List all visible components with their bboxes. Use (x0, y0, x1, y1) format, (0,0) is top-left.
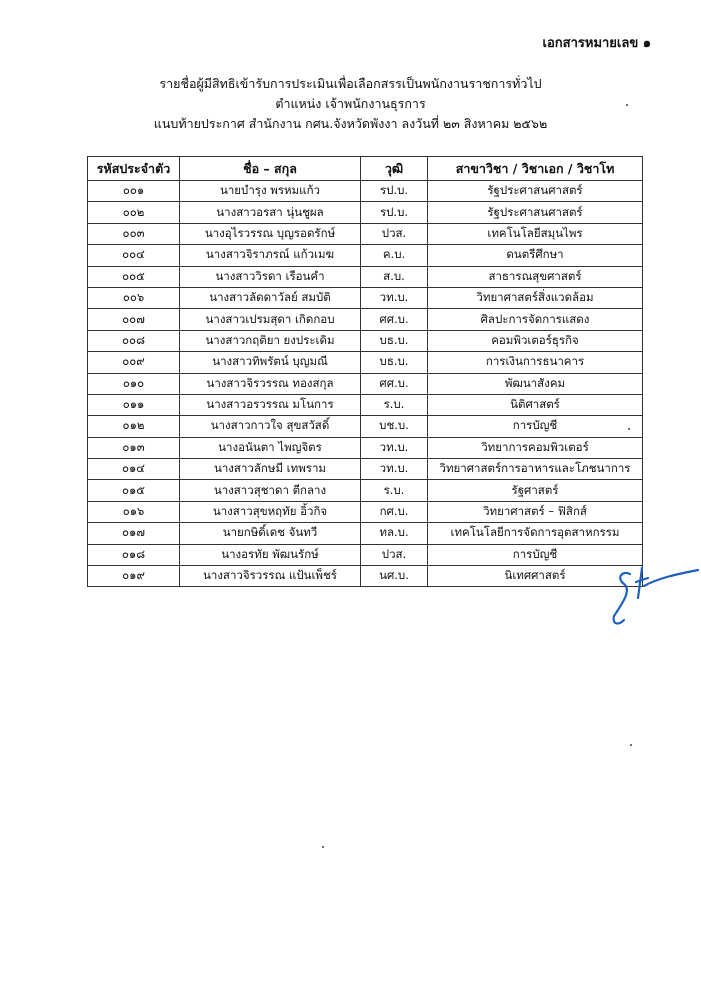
cell-degree: ค.บ. (361, 245, 428, 266)
signature (608, 556, 700, 632)
table-row (88, 330, 643, 351)
table-row (88, 566, 643, 587)
table-row (88, 245, 643, 266)
cell-degree: นศ.บ. (361, 566, 428, 587)
scan-speck (322, 846, 324, 848)
cell-id: ๐๐๕ (88, 266, 180, 287)
cell-name: นางสาวสุชาดา ตีกลาง (180, 480, 361, 501)
cell-degree: วท.บ. (361, 459, 428, 480)
cell-name: นางสาวจิรวรรณ แป้นเพ็ชร์ (180, 566, 361, 587)
cell-major: ศิลปะการจัดการแสดง (428, 309, 643, 330)
cell-major: วิทยาศาสตร์การอาหารและโภชนาการ (428, 459, 643, 480)
cell-degree: วท.บ. (361, 287, 428, 308)
cell-degree: ร.บ. (361, 480, 428, 501)
table-row (88, 544, 643, 565)
cell-name: นางสาวสุขหฤทัย อิ้วกิจ (180, 501, 361, 522)
table-row (88, 523, 643, 544)
table-row (88, 480, 643, 501)
cell-id: ๐๐๘ (88, 330, 180, 351)
cell-major: การบัญชี (428, 416, 643, 437)
table-row (88, 416, 643, 437)
cell-name: นางสาวจิราภรณ์ แก้วเมฆ (180, 245, 361, 266)
cell-major: สาธารณสุขศาสตร์ (428, 266, 643, 287)
cell-name: นางอรทัย พัฒนรักษ์ (180, 544, 361, 565)
cell-id: ๐๑๑ (88, 394, 180, 415)
cell-degree: วท.บ. (361, 437, 428, 458)
cell-major: วิทยาการคอมพิวเตอร์ (428, 437, 643, 458)
heading-line-1: รายชื่อผู้มีสิทธิเข้ารับการประเมินเพื่อเลือกสรรเป็นพนักงานราชการทั่วไป (159, 76, 542, 91)
scan-speck (630, 744, 632, 746)
cell-degree: บธ.บ. (361, 352, 428, 373)
cell-degree: ปวส. (361, 223, 428, 244)
cell-degree: กศ.บ. (361, 501, 428, 522)
cell-degree: รป.บ. (361, 202, 428, 223)
header-degree: วุฒิ (361, 157, 428, 181)
table-row (88, 373, 643, 394)
header-id: รหัสประจำตัว (88, 157, 180, 181)
table-row (88, 394, 643, 415)
heading-line-3: แนบท้ายประกาศ สำนักงาน กศน.จังหวัดพังงา ลงวันที่ ๒๓ สิงหาคม ๒๕๖๒ (153, 116, 548, 131)
cell-name: นางอนันตา ไพญจิตร (180, 437, 361, 458)
cell-name: นางสาวอรสา นุ่นชูผล (180, 202, 361, 223)
table-row (88, 223, 643, 244)
cell-major: การเงินการธนาคาร (428, 352, 643, 373)
cell-degree: ศศ.บ. (361, 309, 428, 330)
cell-major: รัฐประศาสนศาสตร์ (428, 181, 643, 202)
cell-major: วิทยาศาสตร์ – ฟิสิกส์ (428, 501, 643, 522)
cell-major: นิเทศศาสตร์ (428, 566, 643, 587)
cell-name: นางสาวกาวใจ สุขสวัสดิ์ (180, 416, 361, 437)
cell-name: นางสาวลักษมี เทพราม (180, 459, 361, 480)
table-header-row (88, 157, 643, 181)
cell-name: นางสาวอรวรรณ มโนการ (180, 394, 361, 415)
cell-degree: บธ.บ. (361, 330, 428, 351)
cell-id: ๐๐๗ (88, 309, 180, 330)
table-row (88, 202, 643, 223)
cell-degree: ร.บ. (361, 394, 428, 415)
cell-name: นางสาวจิรวรรณ ทองสกุล (180, 373, 361, 394)
table-row (88, 501, 643, 522)
heading-line-2: ตำแหน่ง เจ้าพนักงานธุรการ (275, 96, 426, 111)
document-number: เอกสารหมายเลข ๑ (542, 36, 651, 51)
cell-name: นางอุไรวรรณ บุญรอดรักษ์ (180, 223, 361, 244)
scan-speck (628, 428, 630, 430)
cell-major: พัฒนาสังคม (428, 373, 643, 394)
cell-id: ๐๐๒ (88, 202, 180, 223)
table-row (88, 309, 643, 330)
cell-degree: ศศ.บ. (361, 373, 428, 394)
cell-major: การบัญชี (428, 544, 643, 565)
cell-major: ดนตรีศึกษา (428, 245, 643, 266)
cell-id: ๐๑๕ (88, 480, 180, 501)
cell-name: นางสาวเปรมสุดา เกิดกอบ (180, 309, 361, 330)
cell-major: รัฐศาสตร์ (428, 480, 643, 501)
cell-id: ๐๑๓ (88, 437, 180, 458)
cell-name: นางสาววิรดา เรือนคำ (180, 266, 361, 287)
candidate-table (87, 156, 643, 587)
cell-name: นายบำรุง พรหมแก้ว (180, 181, 361, 202)
cell-major: รัฐประศาสนศาสตร์ (428, 202, 643, 223)
cell-id: ๐๑๙ (88, 566, 180, 587)
cell-id: ๐๐๓ (88, 223, 180, 244)
table-row (88, 437, 643, 458)
cell-degree: ส.บ. (361, 266, 428, 287)
cell-degree: บช.บ. (361, 416, 428, 437)
cell-id: ๐๑๒ (88, 416, 180, 437)
cell-name: นางสาวลัดดาวัลย์ สมบัติ (180, 287, 361, 308)
cell-id: ๐๑๔ (88, 459, 180, 480)
table-row (88, 266, 643, 287)
cell-id: ๐๐๔ (88, 245, 180, 266)
cell-name: นางสาวทิพรัตน์ บุญมณี (180, 352, 361, 373)
scan-speck (626, 104, 628, 106)
cell-major: นิติศาสตร์ (428, 394, 643, 415)
cell-name: นางสาวกฤติยา ยงประเดิม (180, 330, 361, 351)
cell-id: ๐๑๐ (88, 373, 180, 394)
cell-id: ๐๑๘ (88, 544, 180, 565)
cell-id: ๐๑๗ (88, 523, 180, 544)
header-name: ชื่อ – สกุล (180, 157, 361, 181)
cell-degree: ทล.บ. (361, 523, 428, 544)
cell-major: เทคโนโลยีการจัดการอุตสาหกรรม (428, 523, 643, 544)
cell-name: นายกษิดิ์เดช จันทวี (180, 523, 361, 544)
announcement-heading (0, 74, 701, 134)
cell-id: ๐๐๑ (88, 181, 180, 202)
cell-major: วิทยาศาสตร์สิ่งแวดล้อม (428, 287, 643, 308)
table-row (88, 352, 643, 373)
header-major: สาขาวิชา / วิชาเอก / วิชาโท (428, 157, 643, 181)
cell-degree: ปวส. (361, 544, 428, 565)
table-row (88, 181, 643, 202)
cell-major: เทคโนโลยีสมุนไพร (428, 223, 643, 244)
cell-major: คอมพิวเตอร์ธุรกิจ (428, 330, 643, 351)
cell-id: ๐๑๖ (88, 501, 180, 522)
table-row (88, 459, 643, 480)
cell-id: ๐๐๙ (88, 352, 180, 373)
table-row (88, 287, 643, 308)
cell-id: ๐๐๖ (88, 287, 180, 308)
cell-degree: รป.บ. (361, 181, 428, 202)
